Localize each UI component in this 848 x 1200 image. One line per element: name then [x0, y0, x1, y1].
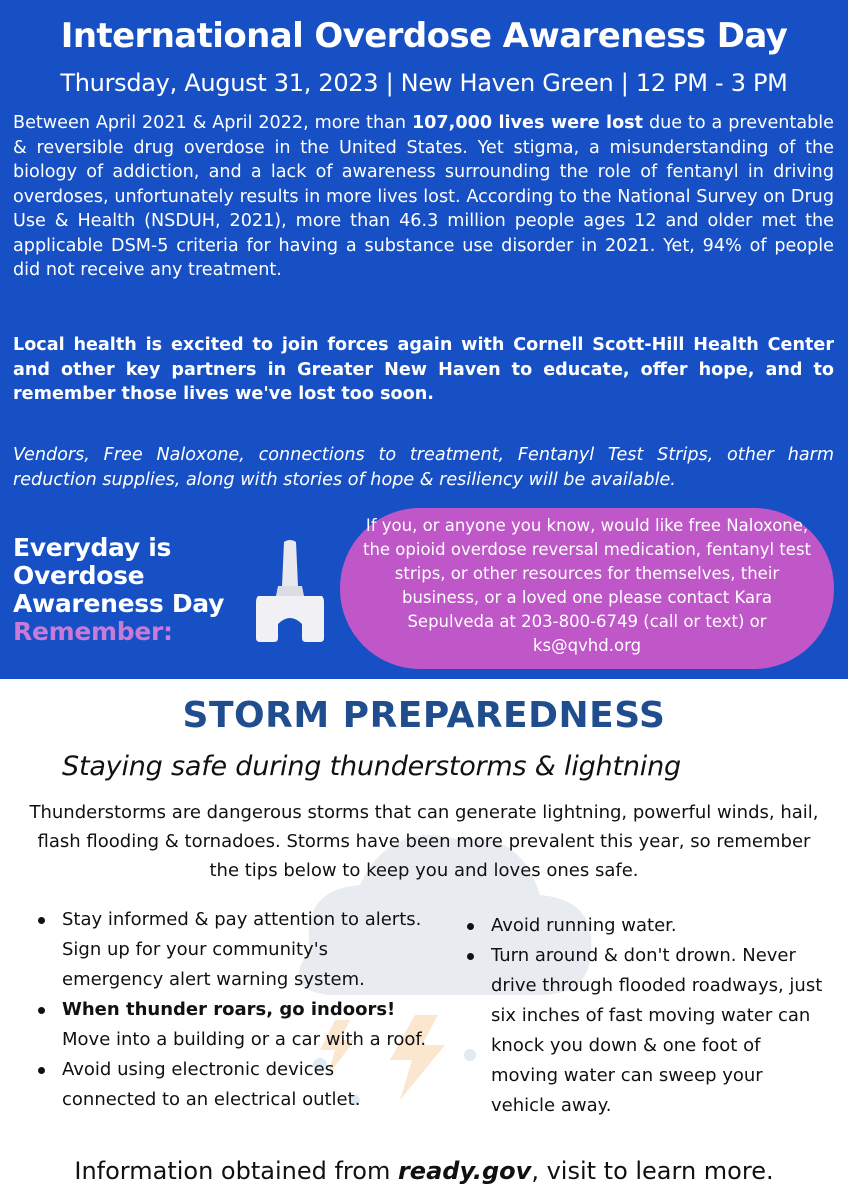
naloxone-nasal-spray-icon — [254, 538, 326, 642]
storm-preparedness-title: STORM PREPAREDNESS — [182, 695, 666, 736]
storm-subtitle: Staying safe during thunderstorms & lightning — [62, 751, 681, 782]
contact-info-bubble: If you, or anyone you know, would like free Naloxone, the opioid overdose reversal medication, fentanyl test strips, or other resources for themselves, their business, or a loved one please contact Kara Sepulveda at 203-800-6749 (call or text) or ks@qvhd.org — [340, 508, 834, 669]
list-item: Stay informed & pay attention to alerts. Sign up for your community's emergency alert warning system. — [36, 905, 431, 995]
partnership-paragraph: Local health is excited to join forces again with Cornell Scott-Hill Health Center and other key partners in Greater New Haven to educate, offer hope, and to remember those lives we've lost too soon. — [13, 335, 834, 404]
remember-label: Remember: — [13, 617, 173, 646]
safety-tips-right — [465, 911, 825, 1121]
overdose-statistics-paragraph: Between April 2021 & April 2022, more than 107,000 lives were lost due to a preventable & reversible drug overdose in the United States. Yet stigma, a misunderstanding of the biology of addiction, and a lack of awareness surrounding the role of fentanyl in driving overdoses, unfortunately results in more lives lost. According to the National Survey on Drug Use & Health (NSDUH, 2021), more than 46.3 million people ages 12 and older met the applicable DSM-5 criteria for having a substance use disorder in 2021. Yet, 94% of people did not receive any treatment. — [13, 113, 834, 280]
list-item: Avoid using electronic devices connected to an electrical outlet. — [36, 1055, 431, 1115]
lives-lost-highlight: 107,000 lives were lost — [411, 113, 644, 133]
event-title: International Overdose Awareness Day — [60, 16, 788, 56]
event-details: Thursday, August 31, 2023 | New Haven Green | 12 PM - 3 PM — [60, 69, 788, 97]
list-item: When thunder roars, go indoors! Move into a building or a car with a roof. — [36, 995, 431, 1055]
list-item: Turn around & don't drown. Never drive through flooded roadways, just six inches of fast moving water can knock you down & one foot of moving water can sweep your vehicle away. — [465, 941, 825, 1121]
resources-paragraph: Vendors, Free Naloxone, connections to treatment, Fentanyl Test Strips, other harm reduction supplies, along with stories of hope & resiliency will be available. — [13, 445, 834, 490]
everyday-awareness-heading: Everyday is Overdose Awareness Day Remember: — [13, 534, 253, 646]
safety-tips-left — [36, 905, 431, 1115]
list-item: Avoid running water. — [465, 911, 825, 941]
storm-intro-paragraph: Thunderstorms are dangerous storms that can generate lightning, powerful winds, hail, flash flooding & tornadoes. Storms have been more prevalent this year, so remember the tips below to keep you and loves ones safe. — [29, 802, 819, 881]
ready-gov-source: ready.gov — [397, 1157, 532, 1185]
source-footer: Information obtained from ready.gov, visit to learn more. — [74, 1157, 774, 1185]
